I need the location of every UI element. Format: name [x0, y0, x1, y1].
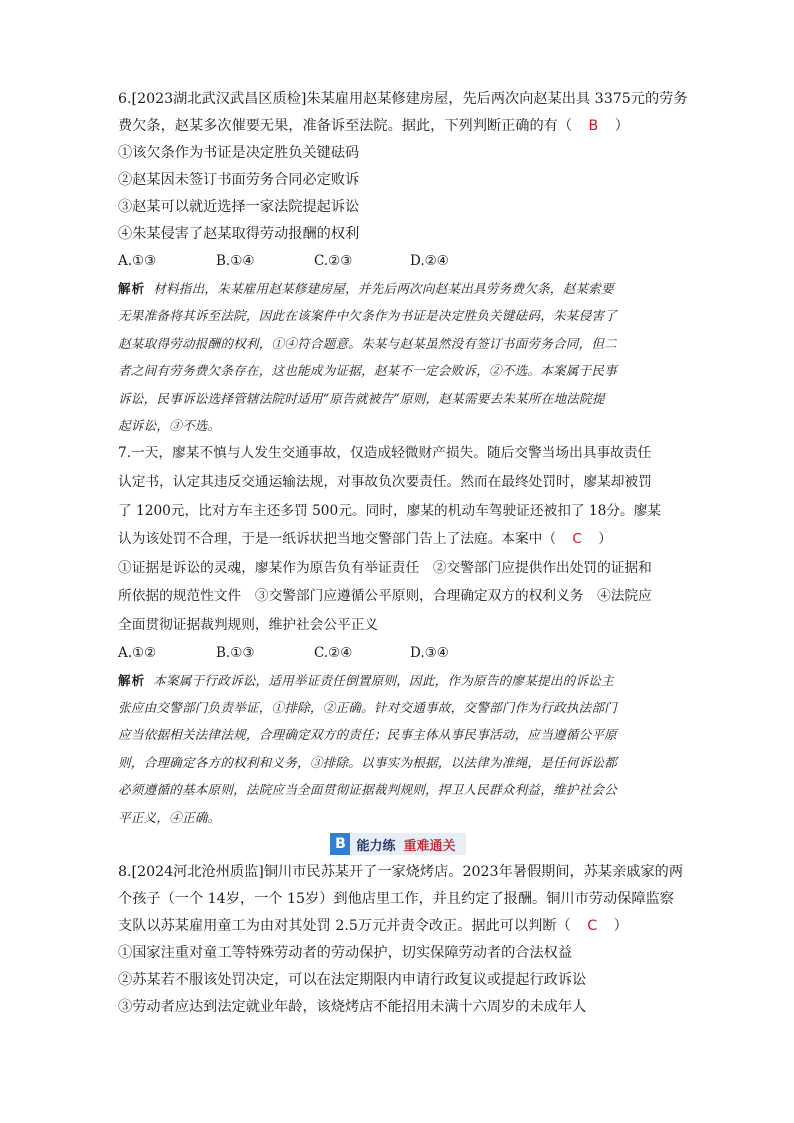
- question-7-answer: C: [572, 531, 582, 548]
- question-7-stem-line: 了 1200元，比对方车主还多罚 500元。同时，廖某的机动车驾驶证还被扣了 18分。廖某: [118, 502, 662, 519]
- explanation-label: 解析: [118, 281, 146, 296]
- question-8-answer: C: [587, 918, 598, 935]
- question-8: [118, 859, 684, 1021]
- statement-items-line: 所依据的规范性文件 ③交警部门应遵循公平原则，合理确定双方的权利义务 ④法院应: [118, 588, 652, 605]
- question-7-options: [118, 640, 678, 667]
- question-6-options: [118, 248, 678, 275]
- section-title: 能力练: [356, 838, 396, 854]
- question-7-stem-line: 认定书，认定其违反交通运输法规，对事故负次要责任。然而在最终处罚时，廖某却被罚: [118, 474, 652, 491]
- explanation-label: 解析: [118, 672, 146, 688]
- option-a: A.①②: [118, 644, 157, 661]
- option-b: B.①④: [216, 253, 255, 269]
- question-6-stem-line: 6.[2023湖北武汉武昌区质检]朱某雇用赵某修建房屋，先后两次向赵某出具 3375元的劳务: [118, 91, 688, 107]
- question-7: [118, 439, 678, 831]
- question-7-stem-line: 认为该处罚不合理，于是一纸诉状把当地交警部门告上了法庭。本案中（ C ）: [118, 531, 612, 548]
- option-c: C.②④: [314, 644, 353, 661]
- statement-items-line: 全面贯彻证据裁判规则，维护社会公平正义: [118, 617, 379, 633]
- option-a: A.①③: [118, 253, 157, 269]
- option-c: C.②③: [314, 253, 353, 269]
- section-banner-box: [330, 833, 465, 855]
- question-8-stem-line: 个孩子（一个 14岁，一个 15岁）到他店里工作，并且约定了报酬。铜川市劳动保障监察: [118, 891, 674, 908]
- statement-item: ②苏某若不服该处罚决定，可以在法定期限内申请行政复议或提起行政诉讼: [118, 972, 587, 989]
- question-8-stem-line: 8.[2024河北沧州质监]铜川市民苏某开了一家烧烤店。2023年暑假期间，苏某亲戚家的两: [118, 864, 684, 881]
- section-banner: [118, 833, 678, 859]
- question-8-stem-line: 支队以苏某雇用童工为由对其处罚 2.5万元并责令改正。据此可以判断（ C ）: [118, 918, 628, 935]
- question-6-answer: B: [588, 118, 599, 134]
- statement-item: ①国家注重对童工等特殊劳动者的劳动保护，切实保障劳动者的合法权益: [118, 945, 573, 962]
- statement-item: ④朱某侵害了赵某取得劳动报酬的权利: [118, 226, 360, 242]
- option-d: D.③④: [410, 644, 449, 661]
- question-7-stem-line: 7.一天，廖某不慎与人发生交通事故，仅造成轻微财产损失。随后交警当场出具事故责任: [118, 445, 652, 462]
- option-b: B.①③: [216, 644, 255, 661]
- question-6-stem-line: 费欠条，赵某多次催要无果，准备诉至法院。据此，下列判断正确的有（ B ）: [118, 118, 629, 134]
- section-letter-badge: B: [330, 833, 350, 855]
- question-6-explanation: 解析 材料指出，朱某雇用赵某修建房屋，并先后两次向赵某出具劳务费欠条，赵某索要 无果准备将其诉至法院，因此在该案件中欠条作为书证是决定胜负关键砝码，朱某侵害了 赵某取得劳动报酬的权利，①④符合题意。朱某与赵某虽然没有签订书面劳务合同，但二 者之间有劳务费欠条存在，这也能成为证据，赵某不一定会败诉，②不选。本案属于民事 诉讼，民事诉讼选择管辖法院时适用“原告就被告”原则，赵某需要去朱某所在地法院提 起诉讼，③不选。: [118, 281, 617, 434]
- statement-item: ③赵某可以就近选择一家法院提起诉讼: [118, 199, 360, 215]
- question-6: [118, 86, 688, 439]
- section-subtitle: 重难通关: [403, 838, 456, 854]
- question-7-explanation: 解析 本案属于行政诉讼，适用举证责任倒置原则，因此，作为原告的廖某提出的诉讼主 张应由交警部门负责举证，①排除，②正确。针对交通事故，交警部门作为行政执法部门 应当依据相关法律法规，合理确定双方的责任；民事主体从事民事活动，应当遵循公平原 则，合理确定各方的权利和义务，③排除。以事实为根据，以法律为准绳，是任何诉讼都 必须遵循的基本原则，法院应当全面贯彻证据裁判规则，捍卫人民群众利益，维护社会公 平正义，④正确。: [118, 672, 617, 825]
- document-page: [118, 86, 688, 1021]
- statement-item: ③劳动者应达到法定就业年龄，该烧烤店不能招用未满十六周岁的未成年人: [118, 999, 587, 1016]
- option-d: D.②④: [410, 253, 449, 269]
- statement-items-line: ①证据是诉讼的灵魂，廖某作为原告负有举证责任 ②交警部门应提供作出处罚的证据和: [118, 559, 652, 576]
- statement-item: ②赵某因未签订书面劳务合同必定败诉: [118, 172, 360, 188]
- statement-item: ①该欠条作为书证是决定胜负关键砝码: [118, 145, 360, 161]
